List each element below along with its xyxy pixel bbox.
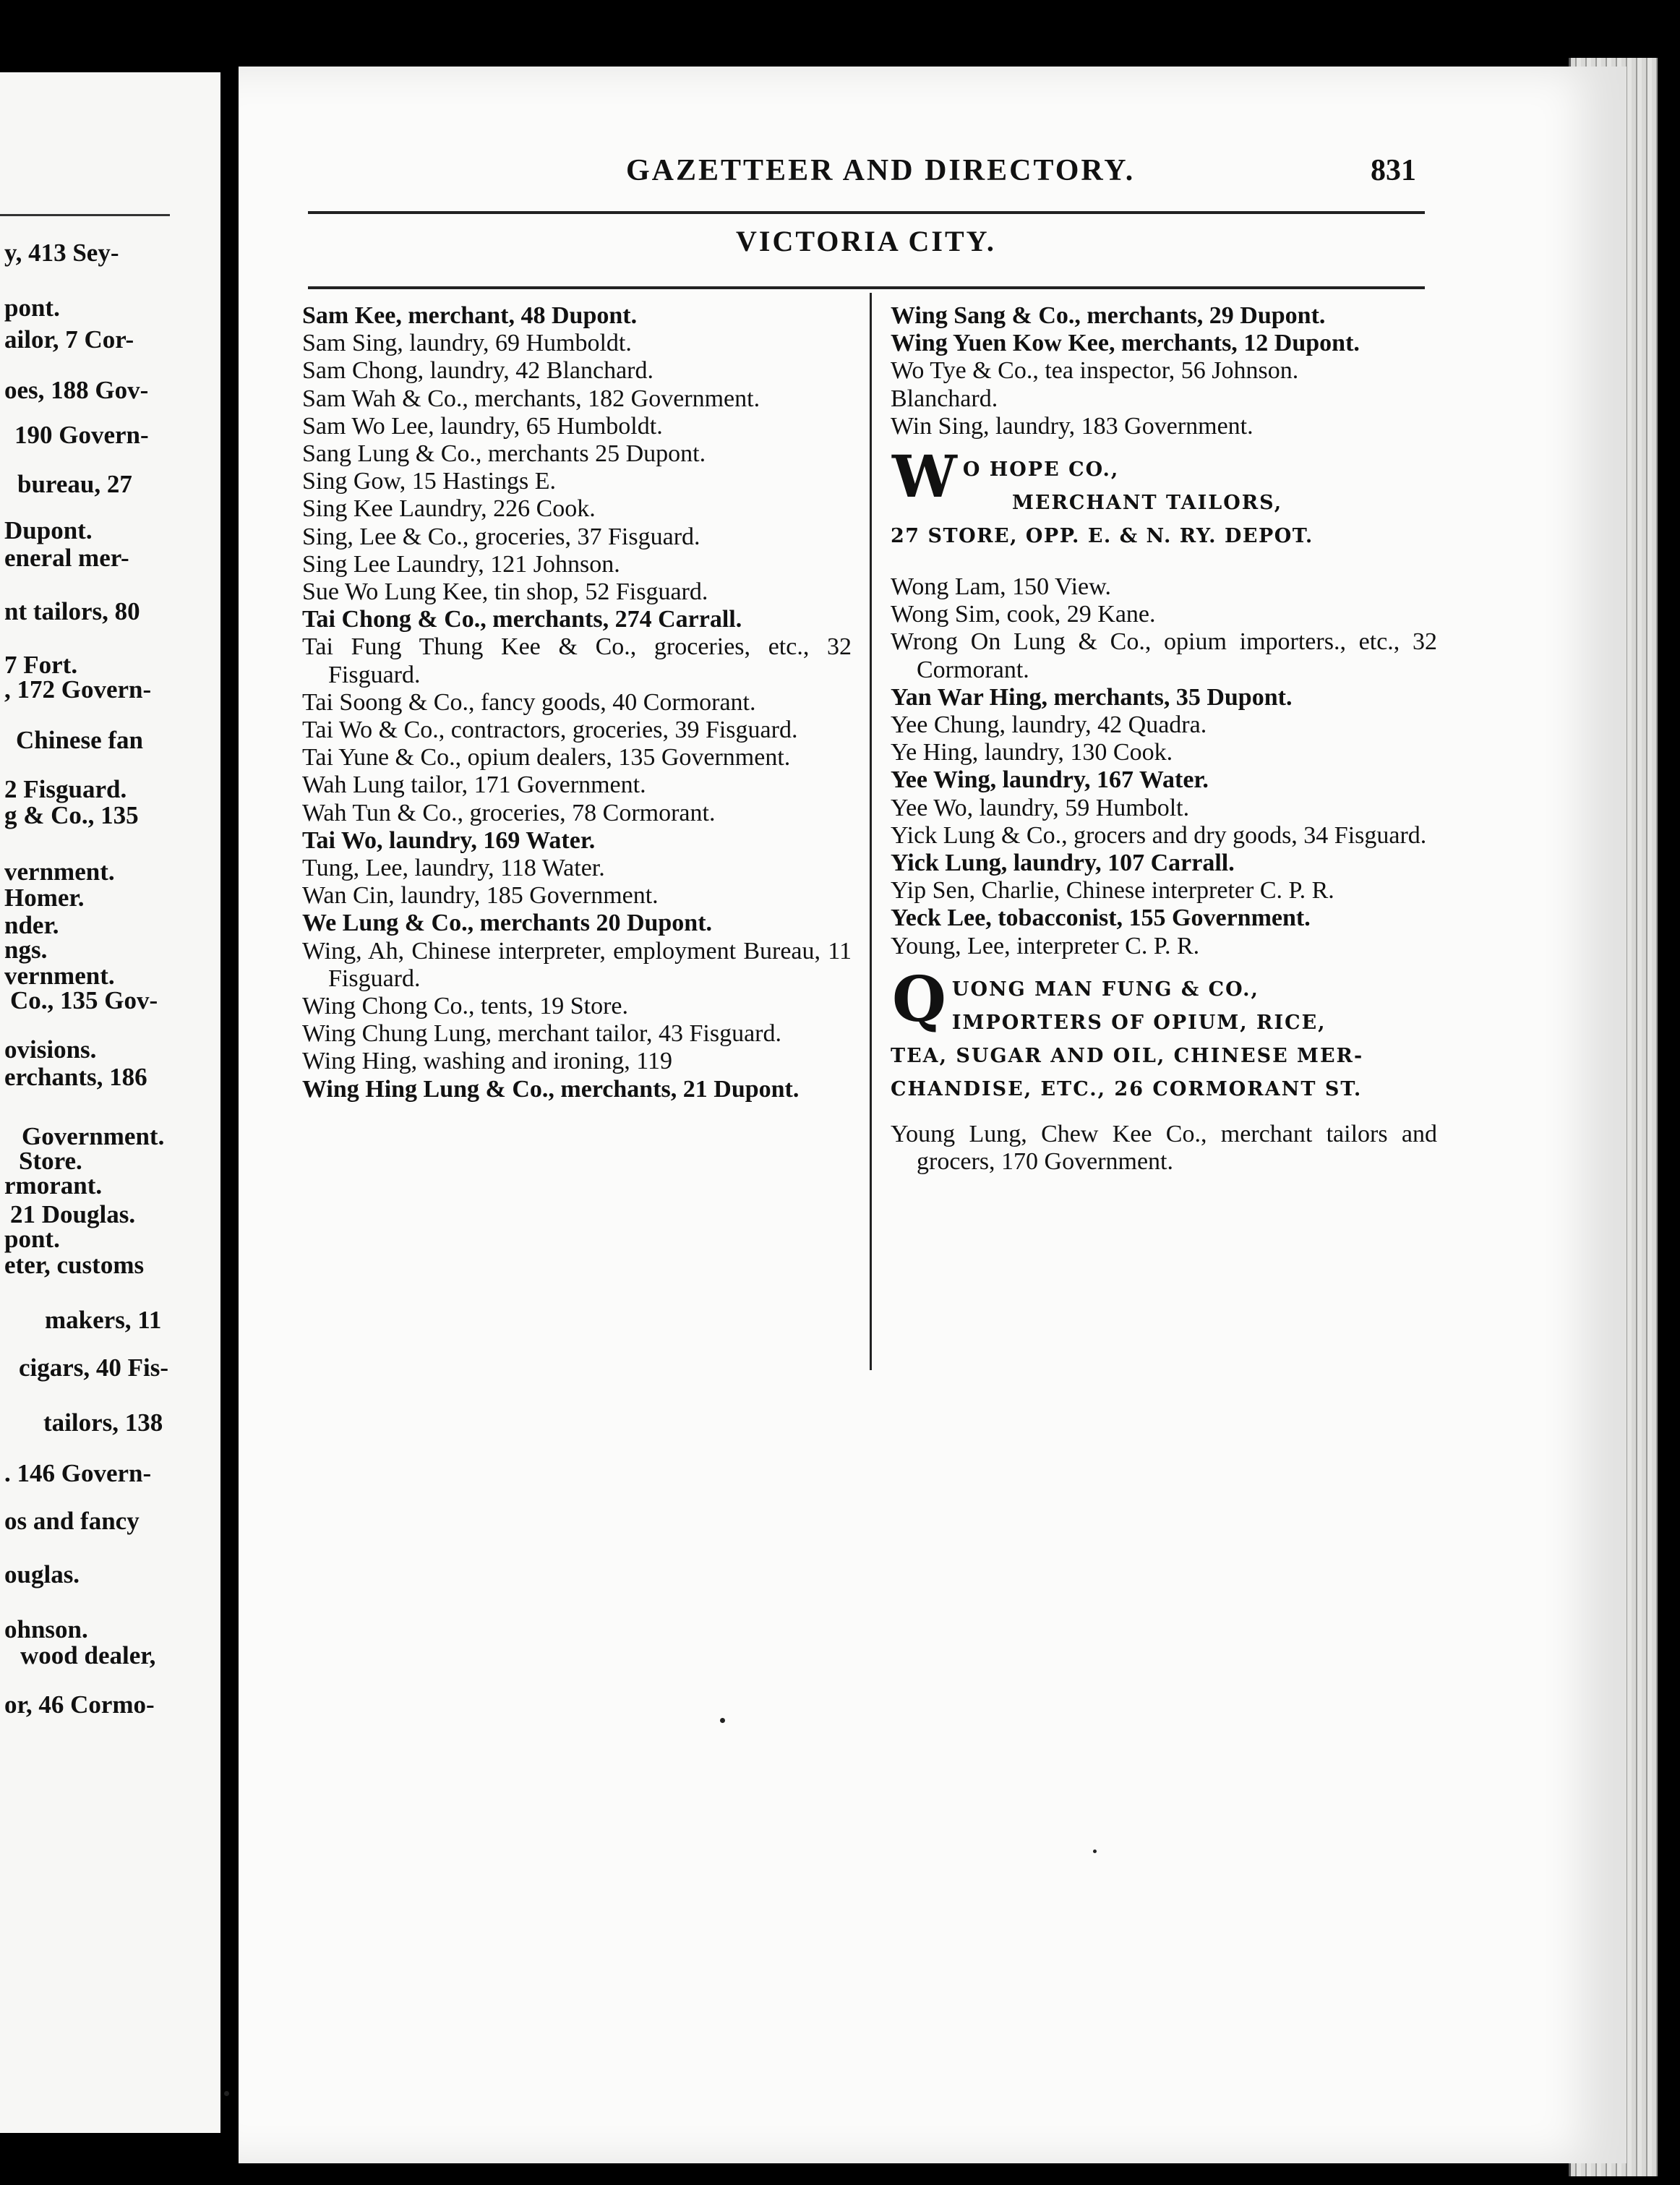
directory-entry: Wing Chung Lung, merchant tailor, 43 Fisguard. <box>302 1020 781 1048</box>
ad-line: CHANDISE, ETC., 26 CORMORANT ST. <box>891 1077 1363 1100</box>
directory-entry: Sing Gow, 15 Hastings E. <box>302 468 557 495</box>
facing-page-text: 21 Douglas. <box>10 1200 136 1228</box>
directory-entry: Wah Tun & Co., groceries, 78 Cormorant. <box>302 799 716 826</box>
directory-entry: Yick Lung, laundry, 107 Carrall. <box>891 850 1235 877</box>
directory-entry: Sing Lee Laundry, 121 Johnson. <box>302 550 620 578</box>
facing-page-text: eneral mer- <box>4 544 129 572</box>
facing-page-text: 7 Fort. <box>4 651 78 679</box>
facing-page-text: y, 413 Sey- <box>4 239 119 267</box>
directory-entry: Sam Wo Lee, laundry, 65 Humboldt. <box>302 412 663 440</box>
directory-entry: Yee Chung, laundry, 42 Quadra. <box>891 711 1207 739</box>
running-head: GAZETTEER AND DIRECTORY. <box>626 154 1136 187</box>
directory-entry: Wing Sang & Co., merchants, 29 Dupont. <box>891 302 1326 329</box>
directory-entry: Sang Lung & Co., merchants 25 Dupont. <box>302 440 706 468</box>
directory-entry: Sam Chong, laundry, 42 Blanchard. <box>302 357 653 385</box>
facing-page-text: or, 46 Cormo- <box>4 1690 155 1719</box>
directory-entry: Yick Lung & Co., grocers and dry goods, 34 Fisguard. <box>891 821 1427 849</box>
directory-entry: Tai Yune & Co., opium dealers, 135 Government. <box>302 744 791 771</box>
ad-line: MERCHANT TAILORS, <box>1012 492 1283 515</box>
directory-entry: Tai Wo, laundry, 169 Water. <box>302 826 596 854</box>
facing-page-text: ouglas. <box>4 1560 80 1588</box>
facing-page-text: Government. <box>22 1122 165 1150</box>
directory-entry: Yee Wing, laundry, 167 Water. <box>891 766 1209 794</box>
directory-entry: Wing Chong Co., tents, 19 Store. <box>302 993 629 1020</box>
directory-entry: Sue Wo Lung Kee, tin shop, 52 Fisguard. <box>302 578 708 606</box>
directory-entry: Yeck Lee, tobacconist, 155 Government. <box>891 905 1311 932</box>
directory-entry: Ye Hing, laundry, 130 Cook. <box>891 739 1173 766</box>
facing-page-text: Chinese fan <box>16 726 143 754</box>
directory-entry: Wong Lam, 150 View. <box>891 573 1111 601</box>
directory-entry: Yan War Hing, merchants, 35 Dupont. <box>891 683 1293 711</box>
facing-page-text: ailor, 7 Cor- <box>4 325 134 354</box>
directory-entry: Wong Sim, cook, 29 Kane. <box>891 601 1156 628</box>
print-speck <box>1093 1850 1097 1853</box>
facing-page-text: Store. <box>19 1147 82 1175</box>
directory-entry: Yip Sen, Charlie, Chinese interpreter C. P. R. <box>891 877 1334 905</box>
facing-page-text: ngs. <box>4 936 48 964</box>
facing-page-text: , 172 Govern- <box>4 675 152 704</box>
print-speck <box>224 2091 229 2096</box>
facing-page-text: 190 Govern- <box>14 421 149 449</box>
column-divider <box>870 293 872 1370</box>
facing-page-text: ovisions. <box>4 1035 97 1064</box>
facing-page-rule <box>0 214 170 216</box>
facing-page-text: nt tailors, 80 <box>4 597 140 625</box>
advertisement-quong-man-fung <box>891 962 1437 1106</box>
facing-page-text: g & Co., 135 <box>4 801 139 829</box>
facing-page-text: pont. <box>4 294 60 322</box>
directory-entry: Young Lung, Chew Kee Co., merchant tailors and grocers, 170 Government. <box>891 1120 1437 1176</box>
facing-page-text: ohnson. <box>4 1615 88 1643</box>
facing-page-text: Dupont. <box>4 516 93 544</box>
facing-page-text: pont. <box>4 1225 60 1253</box>
facing-page-text: . 146 Govern- <box>4 1459 152 1487</box>
directory-entry: Sing Kee Laundry, 226 Cook. <box>302 495 596 523</box>
directory-entry: Wrong On Lung & Co., opium importers., etc., 32 Cormorant. <box>891 628 1437 683</box>
ad-line: 27 STORE, OPP. E. & N. RY. DEPOT. <box>891 525 1313 548</box>
directory-entry: Wan Cin, laundry, 185 Government. <box>302 882 659 910</box>
ad-initial-q: Q <box>892 962 946 1036</box>
directory-entry: Sam Kee, merchant, 48 Dupont. <box>302 302 638 329</box>
directory-entry: Sam Wah & Co., merchants, 182 Government. <box>302 385 760 412</box>
header-rule <box>308 211 1425 214</box>
facing-page-fragment <box>0 72 220 2133</box>
directory-entry: Tung, Lee, laundry, 118 Water. <box>302 855 605 882</box>
directory-entry: Wo Tye & Co., tea inspector, 56 Johnson. <box>891 357 1299 385</box>
directory-entry: Wing Hing, washing and ironing, 119 <box>302 1048 673 1075</box>
directory-entry: Blanchard. <box>891 385 998 412</box>
facing-page-text: erchants, 186 <box>4 1063 147 1091</box>
facing-page-text: cigars, 40 Fis- <box>19 1354 169 1382</box>
facing-page-text: Co., 135 Gov- <box>10 986 158 1014</box>
directory-entry: Tai Fung Thung Kee & Co., groceries, etc., 32 Fisguard. <box>302 633 852 688</box>
directory-entry: Wah Lung tailor, 171 Government. <box>302 771 646 799</box>
facing-page-text: wood dealer, <box>20 1641 156 1669</box>
advertisement-wo-hope <box>891 442 1437 553</box>
directory-entry: Wing, Ah, Chinese interpreter, employment Bureau, 11 Fisguard. <box>302 937 852 992</box>
facing-page-text: os and fancy <box>4 1507 140 1535</box>
directory-entry: Tai Chong & Co., merchants, 274 Carrall. <box>302 606 742 633</box>
directory-entry: Young, Lee, interpreter C. P. R. <box>891 932 1200 959</box>
directory-entry: Yee Wo, laundry, 59 Humbolt. <box>891 794 1190 821</box>
directory-entry: Sam Sing, laundry, 69 Humboldt. <box>302 330 632 357</box>
page-number: 831 <box>1371 154 1416 187</box>
ad-line: TEA, SUGAR AND OIL, CHINESE MER- <box>891 1044 1364 1067</box>
facing-page-text: nder. <box>4 911 59 939</box>
facing-page-text: oes, 188 Gov- <box>4 376 149 404</box>
directory-entry: Win Sing, laundry, 183 Government. <box>891 412 1253 440</box>
ad-line: UONG MAN FUNG & CO., <box>951 978 1259 1001</box>
directory-entry: Tai Soong & Co., fancy goods, 40 Cormorant. <box>302 688 756 716</box>
section-title: VICTORIA CITY. <box>736 225 996 257</box>
facing-page-text: vernment. <box>4 962 115 990</box>
ad-line: IMPORTERS OF OPIUM, RICE, <box>951 1011 1327 1034</box>
directory-entry: Wing Yuen Kow Kee, merchants, 12 Dupont. <box>891 330 1360 357</box>
section-rule <box>308 286 1425 289</box>
facing-page-text: Homer. <box>4 884 85 912</box>
facing-page-text: eter, customs <box>4 1251 145 1279</box>
facing-page-text: 2 Fisguard. <box>4 775 127 803</box>
directory-column-right <box>891 302 1437 1176</box>
facing-page-text: bureau, 27 <box>17 470 132 498</box>
directory-entry: Tai Wo & Co., contractors, groceries, 39 Fisguard. <box>302 717 798 744</box>
ad-line: O HOPE CO., <box>962 458 1120 482</box>
facing-page-text: vernment. <box>4 858 115 886</box>
directory-entry: Wing Hing Lung & Co., merchants, 21 Dupont. <box>302 1075 800 1103</box>
directory-entry: We Lung & Co., merchants 20 Dupont. <box>302 910 713 937</box>
print-speck <box>720 1718 725 1723</box>
facing-page-text: rmorant. <box>4 1171 103 1200</box>
directory-entry: Sing, Lee & Co., groceries, 37 Fisguard. <box>302 523 700 550</box>
directory-column-left <box>302 302 852 1103</box>
facing-page-text: makers, 11 <box>45 1306 162 1334</box>
ad-initial-w: W <box>892 442 957 511</box>
facing-page-text: tailors, 138 <box>43 1408 163 1437</box>
